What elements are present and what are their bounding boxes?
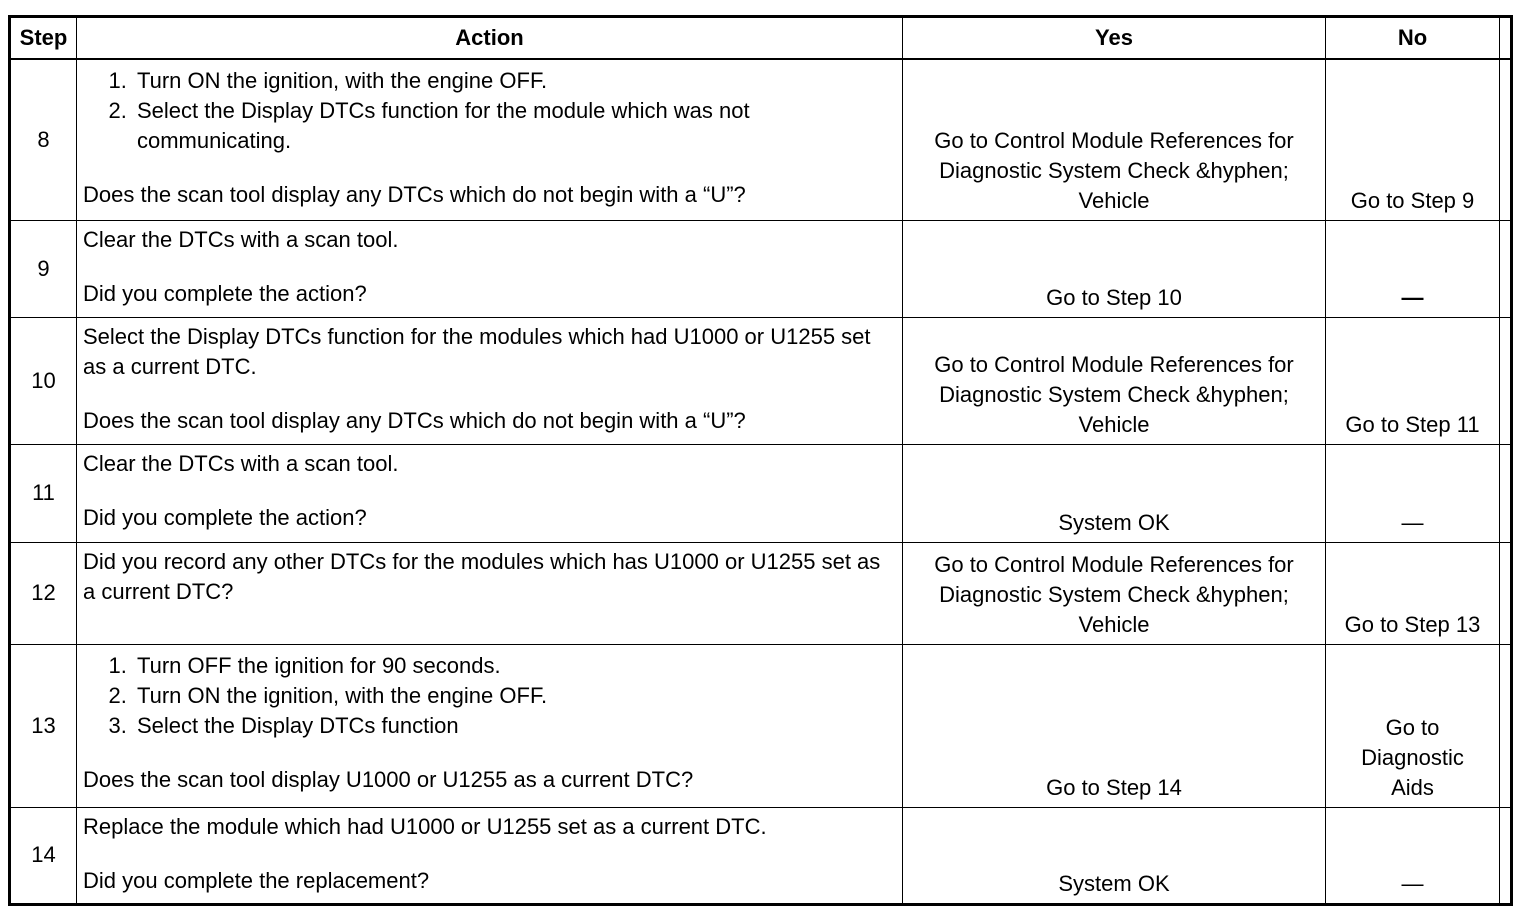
action-item: 2. Select the Display DTCs function for the module which was not communicating. <box>133 96 896 156</box>
header-yes: Yes <box>903 17 1326 60</box>
yes-cell: Go to Control Module References for Diagnostic System Check &hyphen; Vehicle <box>903 317 1326 444</box>
action-cell <box>77 644 903 807</box>
step-number: 14 <box>10 807 77 904</box>
action-instruction: Clear the DTCs with a scan tool. <box>83 450 399 476</box>
table-row <box>10 444 1512 542</box>
table-row <box>10 59 1512 220</box>
step-number: 12 <box>10 542 77 644</box>
step-number: 13 <box>10 644 77 807</box>
header-blank <box>1500 17 1512 60</box>
table-row <box>10 542 1512 644</box>
step-number: 9 <box>10 220 77 317</box>
action-cell <box>77 444 903 542</box>
no-cell: — <box>1326 807 1500 904</box>
header-action: Action <box>77 17 903 60</box>
no-cell: Go to Step 13 <box>1326 542 1500 644</box>
step-number: 8 <box>10 59 77 220</box>
yes-cell: System OK <box>903 444 1326 542</box>
action-item: 3. Select the Display DTCs function <box>133 711 896 741</box>
diagnostic-table <box>8 15 1513 906</box>
yes-cell: Go to Step 14 <box>903 644 1326 807</box>
action-question: Does the scan tool display any DTCs which do not begin with a “U”? <box>83 407 746 433</box>
action-cell <box>77 542 903 644</box>
no-cell: Go to Step 9 <box>1326 59 1500 220</box>
table-row <box>10 317 1512 444</box>
table-row <box>10 807 1512 904</box>
no-cell: Go to Diagnostic Aids <box>1326 644 1500 807</box>
yes-cell: Go to Step 10 <box>903 220 1326 317</box>
table-row <box>10 220 1512 317</box>
action-cell <box>77 220 903 317</box>
step-number: 11 <box>10 444 77 542</box>
table-row <box>10 644 1512 807</box>
no-cell: — <box>1326 444 1500 542</box>
action-instruction: Clear the DTCs with a scan tool. <box>83 226 399 252</box>
no-cell: — <box>1326 220 1500 317</box>
header-row <box>10 17 1512 60</box>
action-question: Did you complete the action? <box>83 280 367 306</box>
action-instruction: Replace the module which had U1000 or U1255 set as a current DTC. <box>83 813 767 839</box>
no-cell: Go to Step 11 <box>1326 317 1500 444</box>
action-instruction: Select the Display DTCs function for the modules which had U1000 or U1255 set as a current DTC. <box>83 323 871 379</box>
action-cell <box>77 59 903 220</box>
action-item: 2. Turn ON the ignition, with the engine OFF. <box>133 681 896 711</box>
action-item: 1. Turn ON the ignition, with the engine OFF. <box>133 66 896 96</box>
action-list <box>83 651 896 741</box>
yes-cell: Go to Control Module References for Diagnostic System Check &hyphen; Vehicle <box>903 59 1326 220</box>
action-instruction: Did you record any other DTCs for the modules which has U1000 or U1255 set as a current DTC? <box>83 548 881 604</box>
action-question: Did you complete the replacement? <box>83 867 430 893</box>
step-number: 10 <box>10 317 77 444</box>
yes-cell: Go to Control Module References for Diagnostic System Check &hyphen; Vehicle <box>903 542 1326 644</box>
action-question: Did you complete the action? <box>83 504 367 530</box>
header-step: Step <box>10 17 77 60</box>
action-item: 1. Turn OFF the ignition for 90 seconds. <box>133 651 896 681</box>
header-no: No <box>1326 17 1500 60</box>
action-cell <box>77 317 903 444</box>
action-question: Does the scan tool display any DTCs which do not begin with a “U”? <box>83 182 746 207</box>
action-cell <box>77 807 903 904</box>
yes-cell: System OK <box>903 807 1326 904</box>
action-question: Does the scan tool display U1000 or U1255 as a current DTC? <box>83 766 694 792</box>
action-list <box>83 66 896 156</box>
